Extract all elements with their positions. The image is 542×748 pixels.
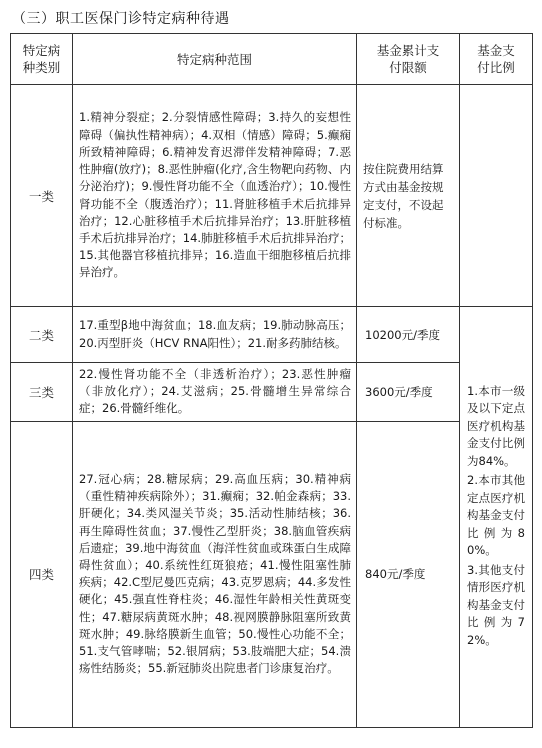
ratio-cell bbox=[460, 307, 533, 728]
header-limit: 基金累计支付限额 bbox=[357, 34, 460, 85]
ratio-cell-empty bbox=[460, 85, 533, 307]
table-row bbox=[11, 421, 533, 727]
section-title: （三）职工医保门诊特定病种待遇 bbox=[12, 11, 230, 27]
table-row bbox=[11, 307, 533, 363]
category-cell: 一类 bbox=[11, 85, 73, 307]
category-cell: 三类 bbox=[11, 363, 73, 422]
ratio-note: 2.本市其他定点医疗机构基金支付比例为80%。 bbox=[467, 473, 525, 558]
table-row bbox=[11, 363, 533, 422]
limit-cell: 10200元/季度 bbox=[357, 307, 460, 363]
scope-cell: 17.重型β地中海贫血；18.血友病；19.肺动脉高压；20.丙型肝炎（HCV RNA阳性）；21.耐多药肺结核。 bbox=[73, 307, 357, 363]
scope-cell: 22.慢性肾功能不全（非透析治疗）；23.恶性肿瘤（非放化疗）；24.艾滋病；25.骨髓增生异常综合症；26.骨髓纤维化。 bbox=[73, 363, 357, 422]
scope-cell: 1.精神分裂症；2.分裂情感性障碍；3.持久的妄想性障碍（偏执性精神病）；4.双相（情感）障碍；5.癫痫所致精神障碍；6.精神发育迟滞伴发精神障碍；7.恶性肿瘤(放疗)；8.恶性肿瘤(化疗,含生物靶向药物、内分泌治疗)；9.慢性肾功能不全（血透治疗）；10.慢性肾功能不全（腹透治疗）；11.肾脏移植手术后抗排异治疗；12.心脏移植手术后抗排异治疗；13.肝脏移植手术后抗排异治疗；14.肺脏移植手术后抗排异治疗；15.其他器官移植抗排异；16.造血干细胞移植后抗排异治疗。 bbox=[73, 85, 357, 307]
ratio-note: 3.其他支付情形医疗机构基金支付比例为72%。 bbox=[467, 562, 525, 647]
scope-cell: 27.冠心病；28.糖尿病；29.高血压病；30.精神病（重性精神疾病除外）；31.癫痫；32.帕金森病；33.肝硬化；34.类风湿关节炎；35.活动性肺结核；36.再生障碍性贫血；37.慢性乙型肝炎；38.脑血管疾病后遗症；39.地中海贫血（海洋性贫血或珠蛋白生成障碍性贫血）；40.系统性红斑狼疮；41.慢性阻塞性肺疾病；42.C型尼曼匹克病；43.克罗恩病；44.多发性硬化；45.强直性脊柱炎；46.湿性年龄相关性黄斑变性；47.糖尿病黄斑水肿；48.视网膜静脉阻塞所致黄斑水肿；49.脉络膜新生血管；50.慢性心功能不全；51.支气管哮喘；52.银屑病；53.肢端肥大症；54.溃疡性结肠炎；55.新冠肺炎出院患者门诊康复治疗。 bbox=[73, 421, 357, 727]
table-header-row bbox=[11, 34, 533, 85]
limit-cell: 840元/季度 bbox=[357, 421, 460, 727]
limit-cell: 3600元/季度 bbox=[357, 363, 460, 422]
header-ratio: 基金支付比例 bbox=[460, 34, 533, 85]
ratio-note: 1.本市一级及以下定点医疗机构基金支付比例为84%。 bbox=[467, 383, 525, 468]
limit-cell: 按住院费用结算方式由基金按规定支付，不设起付标准。 bbox=[357, 85, 460, 307]
special-disease-table bbox=[10, 33, 533, 728]
category-cell: 二类 bbox=[11, 307, 73, 363]
table-row bbox=[11, 85, 533, 307]
header-scope: 特定病种范围 bbox=[73, 34, 357, 85]
category-cell: 四类 bbox=[11, 421, 73, 727]
header-category: 特定病种类别 bbox=[11, 34, 73, 85]
